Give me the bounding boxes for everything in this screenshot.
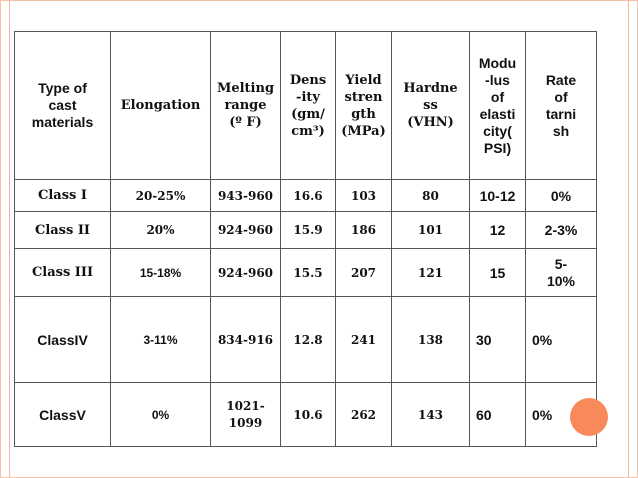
table-row xyxy=(15,297,597,383)
cell-modulus: 12 xyxy=(470,212,526,249)
cell-modulus: 30 xyxy=(470,297,526,383)
cell-modulus: 15 xyxy=(470,249,526,297)
cell-type: ClassIV xyxy=(15,297,111,383)
header-yield-strength: Yield stren gth (MPa) xyxy=(336,32,392,180)
cell-density: 16.6 xyxy=(281,180,336,212)
header-type: Type of cast materials xyxy=(15,32,111,180)
header-elongation: Elongation xyxy=(111,32,211,180)
table-header-row xyxy=(15,32,597,180)
header-density: Dens -ity (gm/ cm³) xyxy=(281,32,336,180)
cell-type: Class III xyxy=(15,249,111,297)
cell-melting: 834-916 xyxy=(211,297,281,383)
header-tarnish: Rate of tarni sh xyxy=(526,32,597,180)
orange-circle-decoration xyxy=(570,398,608,436)
cell-yield: 103 xyxy=(336,180,392,212)
cell-density: 15.5 xyxy=(281,249,336,297)
cell-yield: 262 xyxy=(336,383,392,447)
cell-hardness: 121 xyxy=(392,249,470,297)
cell-density: 12.8 xyxy=(281,297,336,383)
header-modulus: Modu -lus of elasti city( PSI) xyxy=(470,32,526,180)
cell-tarnish: 2-3% xyxy=(526,212,597,249)
cell-yield: 186 xyxy=(336,212,392,249)
cell-tarnish: 0% xyxy=(526,297,597,383)
cell-yield: 241 xyxy=(336,297,392,383)
slide-right-rule xyxy=(628,0,629,478)
cell-tarnish: 5- 10% xyxy=(526,249,597,297)
table-row xyxy=(15,249,597,297)
table-row xyxy=(15,180,597,212)
cell-modulus: 60 xyxy=(470,383,526,447)
cell-hardness: 143 xyxy=(392,383,470,447)
cell-elongation: 0% xyxy=(111,383,211,447)
cell-elongation: 20% xyxy=(111,212,211,249)
cell-hardness: 138 xyxy=(392,297,470,383)
cell-elongation: 3-11% xyxy=(111,297,211,383)
cell-melting: 924-960 xyxy=(211,249,281,297)
cell-elongation: 15-18% xyxy=(111,249,211,297)
cell-type: ClassV xyxy=(15,383,111,447)
table-row xyxy=(15,212,597,249)
cell-density: 10.6 xyxy=(281,383,336,447)
cell-hardness: 101 xyxy=(392,212,470,249)
slide-left-rule xyxy=(9,0,10,478)
cell-yield: 207 xyxy=(336,249,392,297)
header-melting-range: Melting range (º F) xyxy=(211,32,281,180)
cell-elongation: 20-25% xyxy=(111,180,211,212)
cell-hardness: 80 xyxy=(392,180,470,212)
cast-materials-table xyxy=(14,31,597,447)
table-row xyxy=(15,383,597,447)
cell-melting: 1021- 1099 xyxy=(211,383,281,447)
header-hardness: Hardne ss (VHN) xyxy=(392,32,470,180)
cell-modulus: 10-12 xyxy=(470,180,526,212)
cell-type: Class II xyxy=(15,212,111,249)
cell-tarnish: 0% xyxy=(526,383,597,447)
cell-tarnish: 0% xyxy=(526,180,597,212)
cell-type: Class I xyxy=(15,180,111,212)
cell-melting: 924-960 xyxy=(211,212,281,249)
cell-melting: 943-960 xyxy=(211,180,281,212)
cell-density: 15.9 xyxy=(281,212,336,249)
